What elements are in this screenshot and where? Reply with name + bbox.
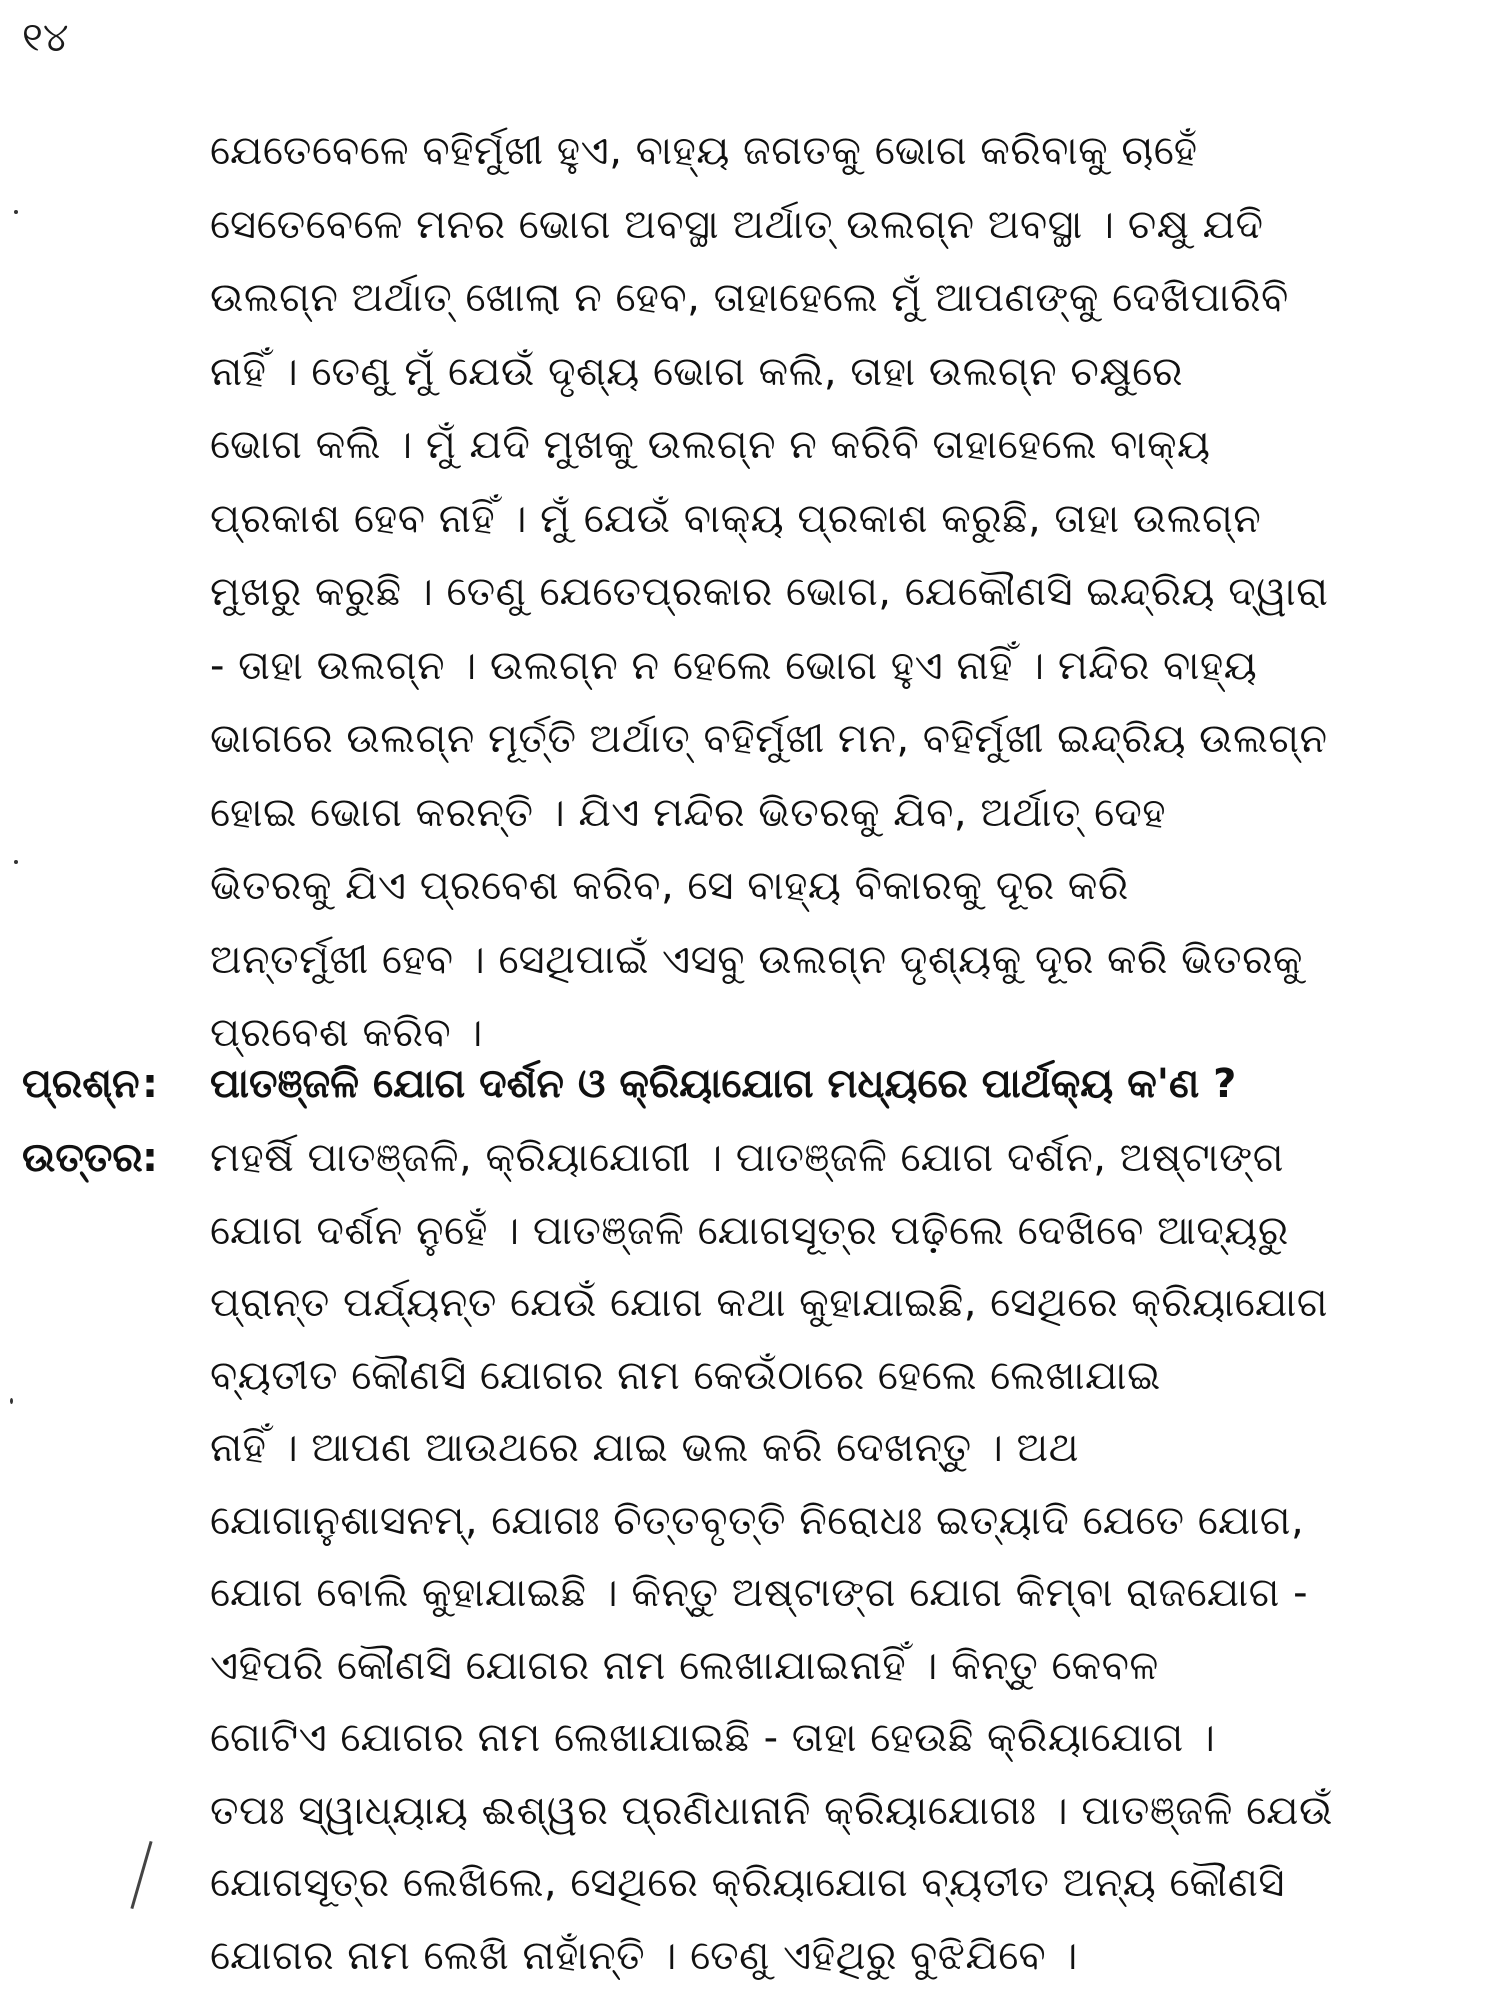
- answer-line: ଗୋଟିଏ ଯୋଗର ନାମ ଲେଖାଯାଇଛି - ତାହା ହେଉଛି କ୍ରିୟାଯୋଗ ।: [210, 1715, 1216, 1761]
- paragraph-line: ଅନ୍ତର୍ମୁଖୀ ହେବ । ସେଥିପାଇଁ ଏସବୁ ଉଲଗ୍ନ ଦୃଶ୍ୟକୁ ଦୂର କରି ଭିତରକୁ: [210, 936, 1303, 983]
- answer-line: ଯୋଗର ନାମ ଲେଖି ନାହାଁନ୍ତି । ତେଣୁ ଏହିଥିରୁ ବୁଝିଯିବେ ।: [210, 1932, 1078, 1979]
- paragraph-line: ଉଲଗ୍ନ ଅର୍ଥାତ୍ ଖୋଲା ନ ହେବ, ତାହାହେଲେ ମୁଁ ଆପଣଙ୍କୁ ଦେଖିପାରିବି: [210, 275, 1289, 321]
- paragraph-line: ପ୍ରବେଶ କରିବ ।: [210, 1010, 483, 1056]
- scan-speck: [14, 860, 18, 864]
- body-paragraph: [210, 115, 1350, 1071]
- answer-line: ଯୋଗାନୁଶାସନମ୍, ଯୋଗଃ ଚିତ୍ତବୃତ୍ତି ନିରୋଧଃ ଇତ୍ୟାଦି ଯେତେ ଯୋଗ,: [210, 1497, 1305, 1544]
- paragraph-line: ସେତେବେଳେ ମନର ଭୋଗ ଅବସ୍ଥା ଅର୍ଥାତ୍ ଉଲଗ୍ନ ଅବସ୍ଥା । ଚକ୍ଷୁ ଯଦି: [210, 201, 1264, 248]
- paragraph-line: ମୁଖରୁ କରୁଛି । ତେଣୁ ଯେତେପ୍ରକାର ଭୋଗ, ଯେକୌଣସି ଇନ୍ଦ୍ରିୟ ଦ୍ୱାରା: [210, 569, 1329, 615]
- scan-scratch: [130, 1841, 152, 1909]
- answer-colon: :: [142, 1135, 158, 1181]
- scan-speck: [14, 210, 18, 214]
- answer-line: ପ୍ରାନ୍ତ ପର୍ଯ୍ୟନ୍ତ ଯେଉଁ ଯୋଗ କଥା କୁହାଯାଇଛି, ସେଥିରେ କ୍ରିୟାଯୋଗ: [210, 1280, 1328, 1326]
- paragraph-line: ଭାଗରେ ଉଲଗ୍ନ ମୂର୍ତ୍ତି ଅର୍ଥାତ୍ ବହିର୍ମୁଖୀ ମନ, ବହିର୍ମୁଖୀ ଇନ୍ଦ୍ରିୟ ଉଲଗ୍ନ: [210, 716, 1328, 762]
- question-colon: :: [142, 1061, 158, 1107]
- question-label-text: ପ୍ରଶ୍ନ: [22, 1061, 140, 1107]
- answer-line: ଯୋଗସୂତ୍ର ଲେଖିଲେ, ସେଥିରେ କ୍ରିୟାଯୋଗ ବ୍ୟତୀତ ଅନ୍ୟ କୌଣସି: [210, 1860, 1285, 1906]
- answer-line: ଏହିପରି କୌଣସି ଯୋଗର ନାମ ଲେଖାଯାଇନାହିଁ । କିନ୍ତୁ କେବଳ: [210, 1642, 1159, 1689]
- answer-line: ନାହିଁ । ଆପଣ ଆଉଥରେ ଯାଇ ଭଲ କରି ଦେଖନ୍ତୁ । ଅଥ: [210, 1425, 1080, 1471]
- answer-label-text: ଉତ୍ତର: [22, 1135, 143, 1181]
- paragraph-line: ଯେତେବେଳେ ବହିର୍ମୁଖୀ ହୁଏ, ବାହ୍ୟ ଜଗତକୁ ଭୋଗ କରିବାକୁ ଚାହେଁ: [210, 128, 1198, 174]
- answer-line: ମହର୍ଷି ପାତଞ୍ଜଳି, କ୍ରିୟାଯୋଗୀ । ପାତଞ୍ଜଳି ଯୋଗ ଦର୍ଶନ, ଅଷ୍ଟାଙ୍ଗ: [210, 1135, 1284, 1181]
- answer-line: ଯୋଗ ବୋଲି କୁହାଯାଇଛି । କିନ୍ତୁ ଅଷ୍ଟାଙ୍ଗ ଯୋଗ କିମ୍ବା ରାଜଯୋଗ -: [210, 1570, 1309, 1616]
- question-text: ପାତଞ୍ଜଳି ଯୋଗ ଦର୍ଶନ ଓ କ୍ରିୟାଯୋଗ ମଧ୍ୟରେ ପାର୍ଥକ୍ୟ କ'ଣ ?: [210, 1061, 1237, 1107]
- page-number: ୧୪: [22, 15, 69, 61]
- paragraph-line: ଭୋଗ କଲି । ମୁଁ ଯଦି ମୁଖକୁ ଉଲଗ୍ନ ନ କରିବି ତାହାହେଲେ ବାକ୍ୟ: [210, 422, 1211, 468]
- scan-speck: [10, 1398, 13, 1404]
- answer-line: ବ୍ୟତୀତ କୌଣସି ଯୋଗର ନାମ କେଉଁଠାରେ ହେଲେ ଲେଖାଯାଇ: [210, 1352, 1161, 1399]
- answer-line: ତପଃ ସ୍ୱାଧ୍ୟାୟ ଈଶ୍ୱର ପ୍ରଣିଧାନାନି କ୍ରିୟାଯୋଗଃ । ପାତଞ୍ଜଳି ଯେଉଁ: [210, 1787, 1333, 1834]
- paragraph-line: - ତାହା ଉଲଗ୍ନ । ଉଲଗ୍ନ ନ ହେଲେ ଭୋଗ ହୁଏ ନାହିଁ । ମନ୍ଦିର ବାହ୍ୟ: [210, 642, 1258, 689]
- question-label: [22, 1048, 192, 1120]
- paragraph-line: ଭିତରକୁ ଯିଏ ପ୍ରବେଶ କରିବ, ସେ ବାହ୍ୟ ବିକାରକୁ ଦୂର କରି: [210, 863, 1129, 909]
- answer-line: ଯୋଗ ଦର୍ଶନ ନୁହେଁ । ପାତଞ୍ଜଳି ଯୋଗସୂତ୍ର ପଢ଼ିଲେ ଦେଖିବେ ଆଦ୍ୟରୁ: [210, 1207, 1289, 1254]
- paragraph-line: ନାହିଁ । ତେଣୁ ମୁଁ ଯେଉଁ ଦୃଶ୍ୟ ଭୋଗ କଲି, ତାହା ଉଲଗ୍ନ ଚକ୍ଷୁରେ: [210, 348, 1184, 395]
- paragraph-line: ହୋଇ ଭୋଗ କରନ୍ତି । ଯିଏ ମନ୍ଦିର ଭିତରକୁ ଯିବ, ଅର୍ଥାତ୍ ଦେହ: [210, 789, 1167, 836]
- paragraph-line: ପ୍ରକାଶ ହେବ ନାହିଁ । ମୁଁ ଯେଉଁ ବାକ୍ୟ ପ୍ରକାଶ କରୁଛି, ତାହା ଉଲଗ୍ନ: [210, 495, 1262, 542]
- answer-text: [210, 1122, 1350, 1992]
- answer-label: [22, 1122, 158, 1195]
